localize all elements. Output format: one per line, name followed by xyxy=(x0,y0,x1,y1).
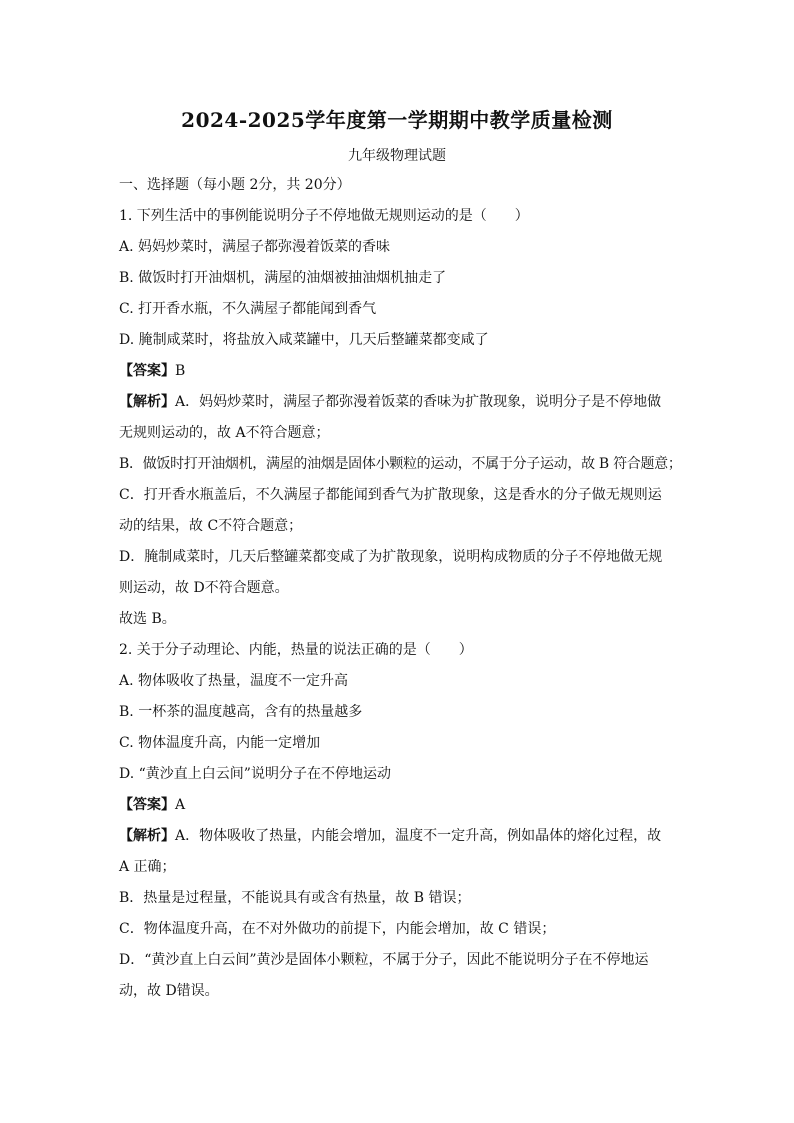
question-1-answer xyxy=(119,361,185,381)
question-2-option-b: B. 一杯茶的温度越高，含有的热量越多 xyxy=(119,704,363,720)
question-2-analysis-line: C．物体温度升高，在不对外做功的前提下，内能会增加，故 C 错误； xyxy=(119,921,556,937)
question-2-answer xyxy=(119,795,185,815)
question-2-option-d: D. “黄沙直上白云间”说明分子在不停地运动 xyxy=(119,766,391,782)
question-1-stem: 1. 下列生活中的事例能说明分子不停地做无规则运动的是（ ） xyxy=(119,208,529,224)
question-2-analysis-line: A 正确； xyxy=(119,859,176,875)
section-heading: 一、选择题（每小题 2分，共 20分） xyxy=(119,177,351,193)
question-2-option-a: A. 物体吸收了热量，温度不一定升高 xyxy=(119,673,349,689)
question-1-option-d: D. 腌制咸菜时，将盐放入咸菜罐中，几天后整罐菜都变咸了 xyxy=(119,332,489,348)
document-title: 2024-2025学年度第一学期期中教学质量检测 xyxy=(181,108,613,132)
question-2-analysis-line xyxy=(119,826,661,846)
analysis-text: A．妈妈炒菜时，满屋子都弥漫着饭菜的香味为扩散现象，说明分子是不停地做 xyxy=(175,394,662,410)
question-2-analysis-line: B．热量是过程量，不能说具有或含有热量，故 B 错误； xyxy=(119,890,471,906)
analysis-label: 【解析】 xyxy=(119,394,175,410)
question-1-option-c: C. 打开香水瓶，不久满屋子都能闻到香气 xyxy=(119,301,377,317)
answer-label: 【答案】 xyxy=(119,363,175,379)
question-1-analysis-line: 无规则运动的，故 A不符合题意； xyxy=(119,425,330,441)
question-1-analysis-line: D．腌制咸菜时，几天后整罐菜都变咸了为扩散现象，说明构成物质的分子不停地做无规 xyxy=(119,549,663,565)
analysis-text: A．物体吸收了热量，内能会增加，温度不一定升高，例如晶体的熔化过程，故 xyxy=(175,828,662,844)
question-1-option-a: A. 妈妈炒菜时，满屋子都弥漫着饭菜的香味 xyxy=(119,239,391,255)
question-1-analysis-line: B．做饭时打开油烟机，满屋的油烟是固体小颗粒的运动，不属于分子运动，故 B 符合题意； xyxy=(119,456,682,472)
question-2-stem: 2. 关于分子动理论、内能，热量的说法正确的是（ ） xyxy=(119,642,473,658)
question-1-analysis-line: 则运动，故 D不符合题意。 xyxy=(119,580,289,596)
question-1-analysis-line: 动的结果，故 C不符合题意； xyxy=(119,518,303,534)
answer-value: A xyxy=(175,797,186,813)
question-1-analysis-line: 故选 B。 xyxy=(119,611,176,627)
question-2-option-c: C. 物体温度升高，内能一定增加 xyxy=(119,735,321,751)
document-subtitle: 九年级物理试题 xyxy=(348,148,446,164)
answer-value: B xyxy=(175,363,186,379)
answer-label: 【答案】 xyxy=(119,797,175,813)
question-1-analysis-line: C．打开香水瓶盖后，不久满屋子都能闻到香气为扩散现象，这是香水的分子做无规则运 xyxy=(119,487,662,503)
analysis-label: 【解析】 xyxy=(119,828,175,844)
question-2-analysis-line: 动，故 D错误。 xyxy=(119,983,219,999)
question-1-option-b: B. 做饭时打开油烟机，满屋的油烟被抽油烟机抽走了 xyxy=(119,270,447,286)
question-1-analysis-line xyxy=(119,392,661,412)
question-2-analysis-line: D．“黄沙直上白云间”黄沙是固体小颗粒，不属于分子，因此不能说明分子在不停地运 xyxy=(119,952,649,968)
